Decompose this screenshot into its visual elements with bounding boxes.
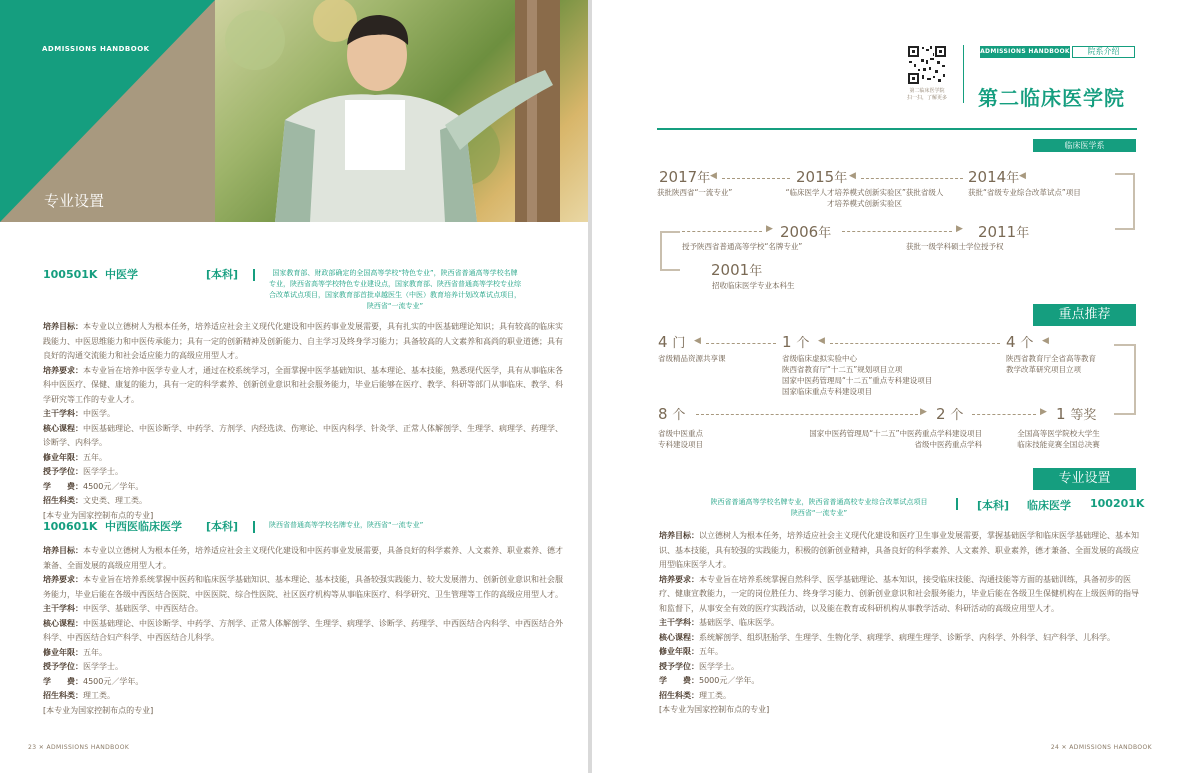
- dept-label: 临床医学系: [1033, 139, 1136, 152]
- highlight-number: 1 等奖: [1056, 405, 1097, 423]
- highlight-caption: 国家中医药管理局“十二五”中医药重点学科建设项目 省级中医药重点学科: [809, 429, 982, 449]
- header-rule: [657, 128, 1137, 130]
- arrow-right-icon: ▶: [956, 224, 963, 234]
- timeline-caption: “临床医学人才培养模式创新实验区”获批省级人才培养模式创新实验区: [785, 188, 944, 208]
- degree-line: 授予学位：医学学士。: [43, 662, 123, 671]
- handbook-label: ADMISSIONS HANDBOOK: [42, 45, 150, 53]
- program-name: 中医学: [105, 268, 138, 281]
- programs-title: 专业设置: [1033, 468, 1136, 490]
- student-photo: [215, 0, 588, 222]
- qr-code-icon[interactable]: [907, 45, 947, 85]
- right-page: [592, 0, 1180, 773]
- section-title: 专业设置: [44, 192, 105, 210]
- program-code: 100501K: [43, 268, 98, 281]
- years-line: 修业年限：五年。: [43, 647, 107, 657]
- subject-line: 招生科类：理工类。: [659, 690, 731, 700]
- core-courses: 核心课程：中医基础理论、中医诊断学、中药学、方剂学、正常人体解剖学、生理学、病理学、诊断学、药理学、中西医结合内科学、中西医结合外科学、中西医结合妇产科学、中西医结合儿科学。: [43, 618, 563, 642]
- arrow-left-icon: ◀: [818, 336, 825, 346]
- program-block-clinical: [659, 497, 1145, 717]
- major-line: 主干学科：中医学、基础医学、中西医结合。: [43, 604, 203, 613]
- program-block-tcm: [43, 268, 568, 523]
- fee-line: 学 费：4500元／学年。: [43, 481, 144, 491]
- arrow-left-icon: ◀: [1042, 336, 1049, 346]
- arrow-left-icon: ◀: [694, 336, 701, 346]
- degree-line: 授予学位：医学学士。: [43, 467, 123, 476]
- highlight-caption: 省级临床虚拟实验中心 陕西省教育厅“十二五”规划项目立项 国家中医药管理局“十二五”重点专科建设项目 国家临床重点专科建设项目: [782, 354, 933, 396]
- divider-bar: [253, 269, 255, 281]
- timeline-connector-left: [660, 231, 680, 271]
- timeline-year: 2017年: [659, 168, 711, 186]
- page-footer: 23 ✕ ADMISSIONS HANDBOOK: [28, 744, 130, 751]
- highlight-number: 2 个: [936, 405, 964, 423]
- core-courses: 核心课程：系统解剖学、组织胚胎学、生理学、生物化学、病理学、病理生理学、诊断学、内科学、外科学、妇产科学、儿科学。: [659, 632, 1115, 642]
- subject-line: 招生科类：理工类。: [43, 691, 115, 700]
- program-header: [659, 497, 1145, 529]
- program-honors: 国家教育部、财政部确定的全国高等学校“特色专业”，陕西省普通高等学校名牌专业，陕西省高等学校特色专业建设点，国家教育部、陕西省普通高等学校专业综合改革试点项目，国家教育部首批卓越医生（中医）教育培养计划改革试点项目，陕西省“一流专业”: [269, 269, 521, 310]
- timeline-connector-right: [1115, 173, 1135, 230]
- program-name: 临床医学: [1027, 499, 1071, 512]
- goal-paragraph: 培养目标：以立德树人为根本任务，培养适应社会主义现代化建设和医疗卫生事业发展需要，掌握基础医学和临床医学基础理论、基本知识、基本技能，具有较强的实践能力，积极的创新创业精神，具备良好的科学素养、人文素养、职业素养，德才兼备、全面发展的高级应用型临床医学人才。: [659, 531, 1139, 569]
- highlight-number: 4 门: [658, 333, 686, 351]
- fee-line: 学 费：4500元／学年。: [43, 676, 144, 686]
- program-code: 100201K: [1090, 497, 1145, 510]
- arrow-right-icon: ▶: [766, 224, 773, 234]
- highlight-number: 1 个: [782, 333, 810, 351]
- program-honors: 陕西省普通高等学校名牌专业，陕西省“一流专业”: [269, 521, 424, 529]
- left-page: [0, 0, 588, 773]
- program-note: [本专业为国家控制布点的专业]: [659, 705, 770, 714]
- divider-bar: [253, 521, 255, 533]
- arrow-left-icon: ◀: [849, 171, 856, 181]
- hero-banner: [0, 0, 588, 222]
- highlight-caption: 省级精品资源共享课: [658, 354, 726, 363]
- program-note: [本专业为国家控制布点的专业]: [43, 705, 154, 715]
- program-note: [本专业为国家控制布点的专业]: [43, 510, 154, 520]
- arrow-left-icon: ◀: [1019, 171, 1026, 181]
- highlight-number: 4 个: [1006, 333, 1034, 351]
- timeline-caption: 获批陕西省“一流专业”: [657, 188, 733, 197]
- highlight-caption: 陕西省教育厅全省高等教育 教学改革研究项目立项: [1006, 354, 1096, 374]
- major-line: 主干学科：中医学。: [43, 409, 115, 418]
- core-courses: 核心课程：中医基础理论、中医诊断学、中药学、方剂学、内经选读、伤寒论、中医内科学、针灸学、正常人体解剖学、生理学、病理学、药理学、诊断学、内科学。: [43, 423, 563, 447]
- timeline-year: 2015年: [796, 168, 848, 186]
- timeline-year: 2006年: [780, 223, 832, 241]
- highlight-caption: 省级中医重点 专科建设项目: [658, 429, 703, 449]
- handbook-tag: ADMISSIONS HANDBOOK: [980, 46, 1070, 58]
- header-divider: [963, 45, 964, 103]
- arrow-right-icon: ▶: [1040, 407, 1047, 417]
- program-code: 100601K: [43, 520, 98, 533]
- goal-paragraph: 培养目标：本专业以立德树人为根本任务，培养适应社会主义现代化建设和中医药事业发展需要，具备良好的科学素养、人文素养、职业素养、德才兼备、全面发展的高级应用型人才。: [43, 546, 563, 570]
- timeline-year: 2011年: [978, 223, 1030, 241]
- fee-line: 学 费：5000元／学年。: [659, 676, 760, 685]
- requirement-paragraph: 培养要求：本专业旨在培养中医学专业人才，通过在校系统学习，全面掌握中医学基础知识、基本理论、基本技能，熟悉现代医学，具有从事临床各科中医医疗、保健、康复的能力，具有一定的科学素养、创新创业意识和社会服务能力，毕业后能够在医疗、教学、科研等部门从事临床、教学、科学研究等工作的专业人才。: [43, 365, 563, 404]
- arrow-left-icon: ◀: [710, 171, 717, 181]
- program-level: [本科]: [977, 499, 1010, 512]
- program-level: [本科]: [206, 520, 239, 533]
- program-header: [43, 268, 568, 320]
- dept-intro-tag: 院系介绍: [1072, 46, 1135, 58]
- major-line: 主干学科：基础医学、临床医学。: [659, 618, 779, 627]
- degree-line: 授予学位：医学学士。: [659, 661, 739, 671]
- years-line: 修业年限：五年。: [659, 647, 723, 656]
- highlight-caption: 全国高等医学院校大学生 临床技能竞赛全国总决赛: [1017, 429, 1100, 449]
- requirement-paragraph: 培养要求：本专业旨在培养系统掌握中医药和临床医学基础知识、基本理论、基本技能，具备较强实践能力、较大发展潜力、创新创业意识和社会服务能力，毕业后能在各级中西医结合医院、中医医院、综合性医院、社区医疗机构等从事临床医疗、科学研究、卫生管理等工作的高级应用型人才。: [43, 575, 563, 599]
- timeline-caption: 招收临床医学专业本科生: [712, 281, 795, 290]
- program-block-integrated: [43, 520, 568, 718]
- program-level: [本科]: [206, 268, 239, 281]
- years-line: 修业年限：五年。: [43, 452, 107, 462]
- arrow-right-icon: ▶: [920, 407, 927, 417]
- timeline-caption: 授予陕西省普通高等学校“名牌专业”: [682, 242, 803, 251]
- college-title: 第二临床医学院: [978, 86, 1125, 110]
- program-header: [43, 520, 568, 544]
- page-footer: 24 ✕ ADMISSIONS HANDBOOK: [1050, 744, 1152, 751]
- student-illustration: [215, 0, 588, 222]
- highlight-number: 8 个: [658, 405, 686, 423]
- timeline-year: 2001年: [711, 261, 763, 279]
- qr-caption: 第二临床医学院 扫一扫，了解更多: [906, 88, 947, 101]
- subject-line: 招生科类：文史类、理工类。: [43, 496, 147, 505]
- program-name: 中西医临床医学: [105, 520, 182, 533]
- requirement-paragraph: 培养要求：本专业旨在培养系统掌握自然科学、医学基础理论、基本知识，接受临床技能、沟通技能等方面的基础训练，具备初步的医疗、健康宣教能力，一定的岗位胜任力、终身学习能力、创新创业意识和社会服务能力，毕业后能在各级卫生保健机构在上级医师的指导和监督下，从事安全有效的医疗实践活动，以及能在教育或科研机构从事教学活动、科研活动的高级应用型人才。: [659, 574, 1139, 613]
- divider-bar: [956, 498, 958, 510]
- highlights-title: 重点推荐: [1033, 304, 1136, 326]
- timeline-caption: 获批“省级专业综合改革试点”项目: [968, 188, 1081, 197]
- goal-paragraph: 培养目标：本专业以立德树人为根本任务，培养适应社会主义现代化建设和中医药事业发展需要，具有扎实的中医基础理论知识；具有较高的临床实践能力、中医思维能力和中医传承能力；具有一定的创新精神及创新能力、自主学习及终身学习能力；具备较高的人文素养和高尚的职业道德；具有良好的沟通交流能力和社会适应能力的高级应用型人才。: [43, 322, 563, 360]
- timeline-year: 2014年: [968, 168, 1020, 186]
- timeline-caption: 获批一级学科硕士学位授予权: [906, 242, 1004, 251]
- program-honors: 陕西省普通高等学校名牌专业，陕西省普通高校专业综合改革试点项目 陕西省“一流专业”: [710, 498, 928, 517]
